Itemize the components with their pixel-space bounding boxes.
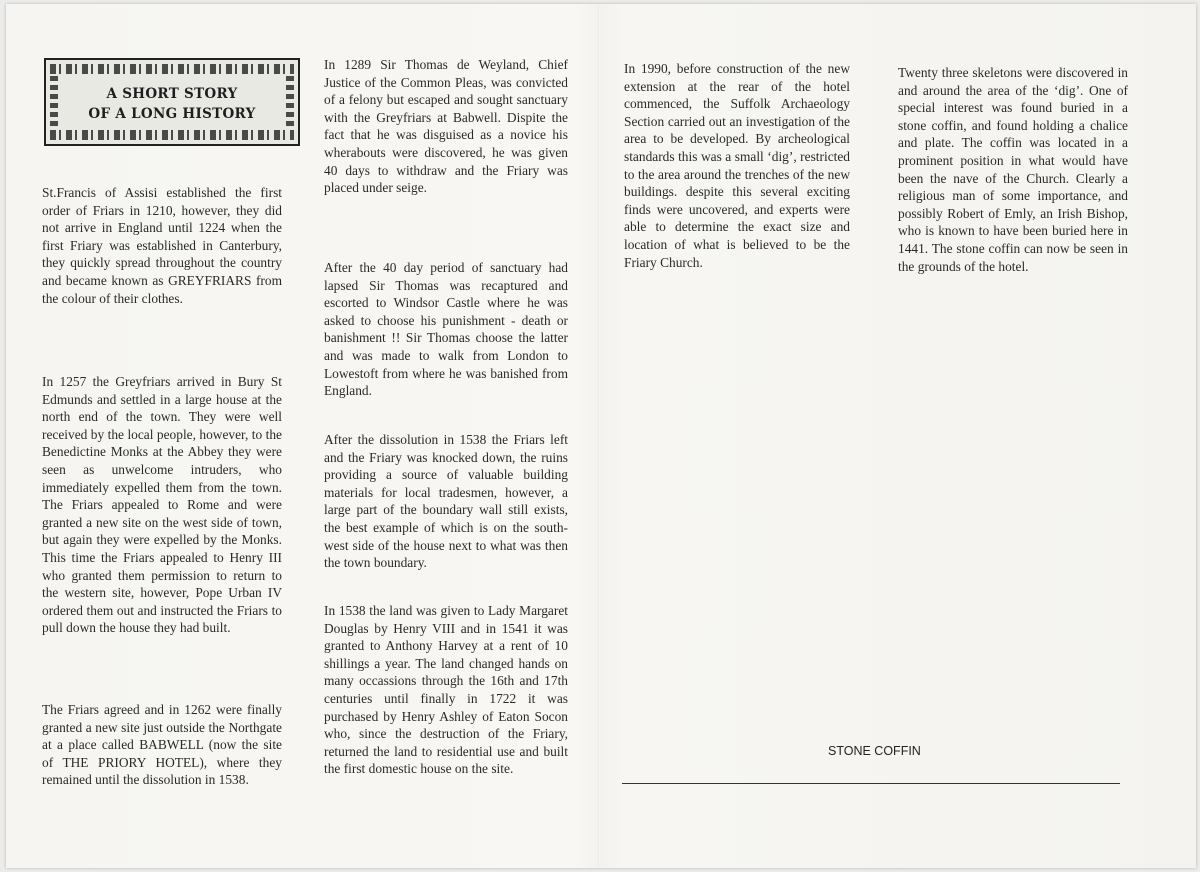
title-border-ornament-bottom [50,130,294,140]
column4-paragraph-1: Twenty three skeletons were discovered in and around the area of the ‘dig’. One of special interest was found buried in a stone coffin, and found holding a chalice and plate. The coffin was located in a prominent position in what would have been the nave of the Church. Clearly a religious man of some importance, and possibly Robert of Emly, an Irish Bishop, who is known to have been buried here in 1441. The stone coffin can now be seen in the grounds of the hotel. [898,65,1128,274]
photo-caption: STONE COFFIN [828,744,921,758]
column2-paragraph-2: After the 40 day period of sanctuary had lapsed Sir Thomas was recaptured and escorted to Windsor Castle where he was asked to choose his punishment - death or banishment !! Sir Thomas choose the latter and was made to walk from London to Lowestoft from where he was banished from England. [324,260,568,399]
column2-paragraph-4: In 1538 the land was given to Lady Margaret Douglas by Henry VIII and in 1541 it was granted to Anthony Harvey at a rent of 10 shillings a year. The land changed hands on many occassions through the 16th and 17th centuries until finally in 1722 it was purchased by Henry Ashley of Eaton Socon who, since the destruction of the Friary, returned the land to residential use and built the first domestic house on the site. [324,603,568,777]
column1-paragraph-2: In 1257 the Greyfriars arrived in Bury St Edmunds and settled in a large house at the north end of the town. They were well received by the local people, however, to the Benedictine Monks at the Abbey they were seen as unwelcome intruders, who immediately expelled them from the town. The Friars appealed to Rome and were granted a new site on the west side of town, but again they were expelled by the Monks. This time the Friars appealed to Henry III who granted them permission to return to the western site, however, Pope Urban IV ordered them out and instructed the Friars to pull down the house they had built. [42,374,282,636]
column3-paragraph-1: In 1990, before construction of the new extension at the rear of the hotel commenced, the Suffolk Archaeology Section carried out an investigation of the area to be developed. By archeological standards this was a small ‘dig’, restricted to the area around the trenches of the new buildings. despite this several exciting finds were uncovered, and experts were able to determine the exact size and location of what is believed to be the Friary Church. [624,61,850,270]
title-line-2: OF A LONG HISTORY [88,106,256,122]
column1-paragraph-3: The Friars agreed and in 1262 were finally granted a new site just outside the Northgate at a place called BABWELL (now the site of THE PRIORY HOTEL), where they remained until the dissolution in 1538. [42,702,282,788]
caption-underline [622,783,1120,784]
center-fold [598,4,600,868]
title-frame [44,58,300,146]
title-border-ornament-top [50,64,294,74]
column2-paragraph-1: In 1289 Sir Thomas de Weyland, Chief Justice of the Common Pleas, was convicted of a felony but escaped and sought sanctuary with the Greyfriars at Babwell. Dispite the fact that he was disguised as a novice his wherabouts were discovered, he was given 40 days to withdraw and the Friary was placed under seige. [324,57,568,196]
column1-paragraph-1: St.Francis of Assisi established the first order of Friars in 1210, however, they did not arrive in England until 1224 when the first Friary was established in Canterbury, they quickly spread throughout the country and became known as GREYFRIARS from the colour of their clothes. [42,185,282,306]
title-line-1: A SHORT STORY [106,86,238,102]
page-title [46,84,298,124]
column2-paragraph-3: After the dissolution in 1538 the Friars left and the Friary was knocked down, the ruins providing a source of valuable building materials for local tradesmen, however, a large part of the boundary wall still exists, the best example of which is on the south-west side of the house next to what was then the town boundary. [324,432,568,571]
